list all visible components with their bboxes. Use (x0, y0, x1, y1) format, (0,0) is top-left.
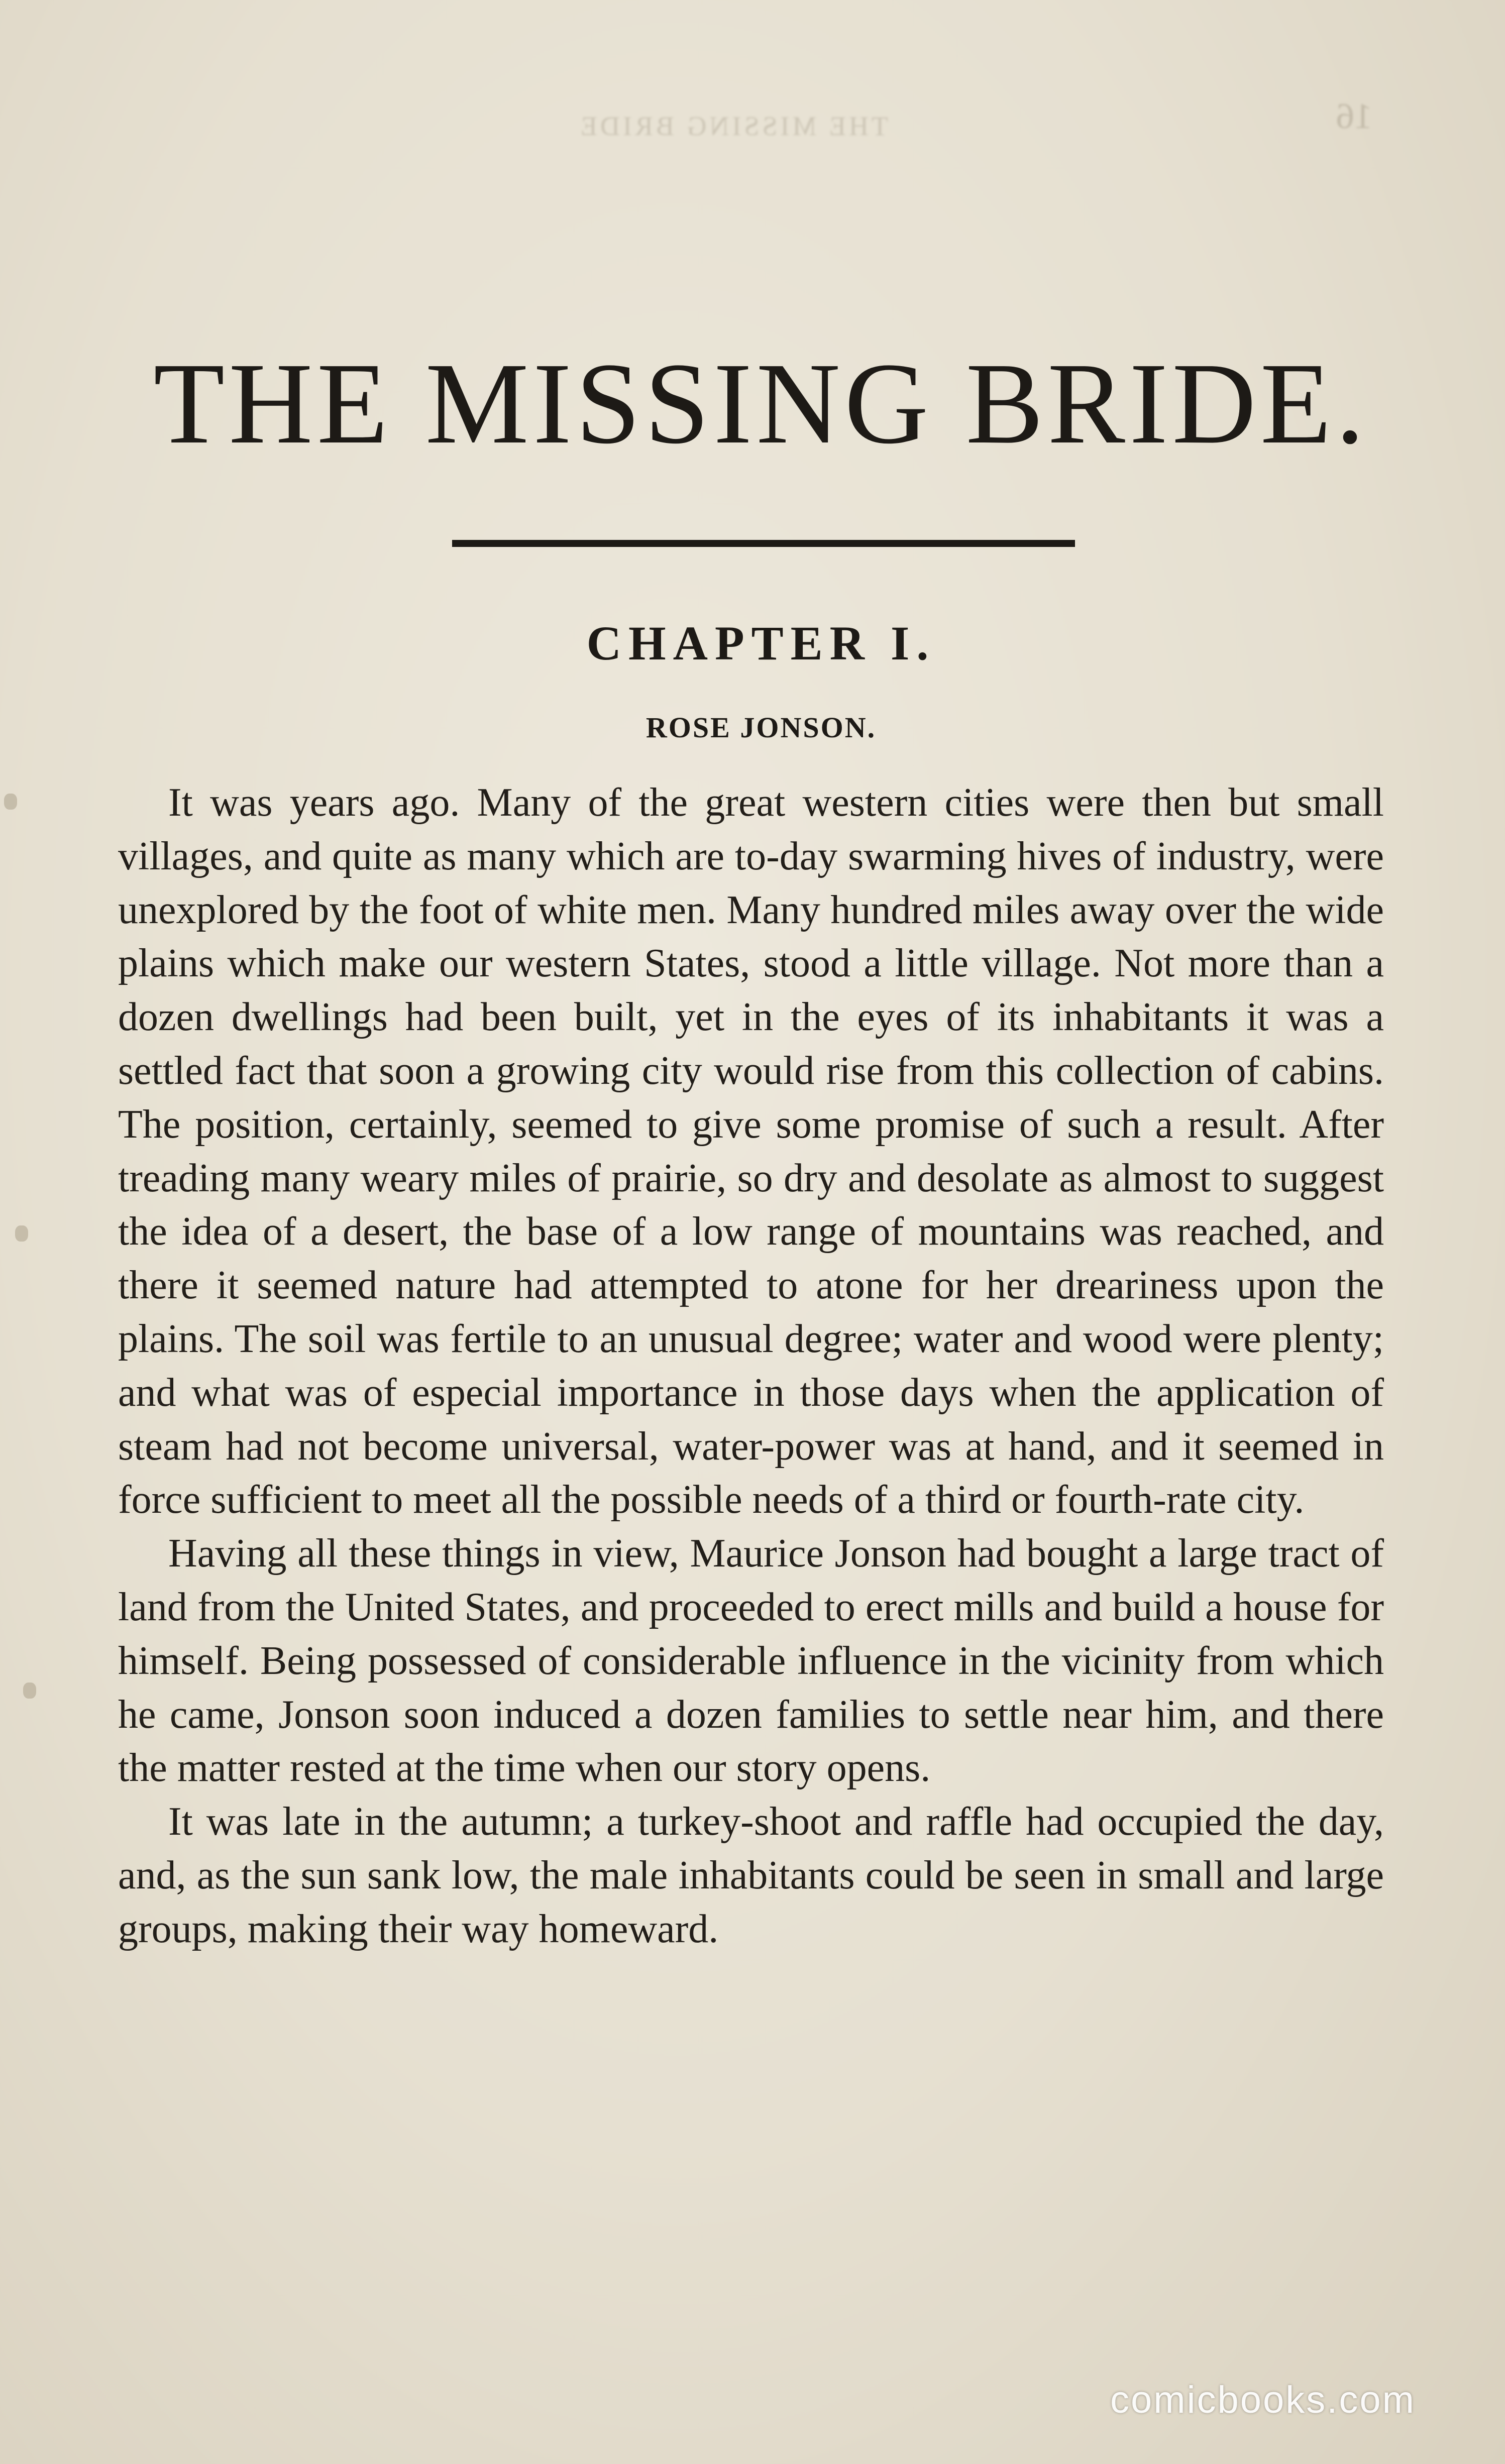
bleed-through-running-head: THE MISSING BRIDE (578, 111, 889, 141)
page-edge-tear (4, 794, 17, 810)
watermark-text: comicbooks.com (1110, 2379, 1416, 2421)
paragraph-1: It was years ago. Many of the great western cities were then but small villages, and quite as many which are to-day swarming hives of industry, were unexplored by the foot of white men. Many hundred miles away over the wide plains which make our western States, stood a little village. Not more than a dozen dwellings had been built, yet in the eyes of its inhabitants it was a settled fact that soon a growing city would rise from this collection of cabins. The position, certainly, seemed to give some promise of such a result. After treading many weary miles of prairie, so dry and desolate as almost to suggest the idea of a desert, the base of a low range of mountains was reached, and there it seemed nature had attempted to atone for her dreariness upon the plains. The soil was fertile to an unusual degree; water and wood were plenty; and what was of especial importance in those days when the application of steam had not become universal, water-power was at hand, and it seemed in force sufficient to meet all the possible needs of a third or fourth-rate city. (118, 780, 1384, 1522)
page-edge-tear (23, 1683, 36, 1699)
bleed-through-page-number: 16 (1336, 96, 1372, 136)
title-rule (452, 540, 1075, 547)
book-title: THE MISSING BRIDE. (153, 339, 1369, 468)
chapter-heading: CHAPTER I. (586, 616, 936, 670)
paragraph-2: Having all these things in view, Maurice Jonson had bought a large tract of land from the United States, and proceeded to erect mills and build a house for himself. Being possessed of considerable influence in the vicinity from which he came, Jonson soon induced a dozen families to settle near him, and there the matter rested at the time when our story opens. (118, 1531, 1384, 1790)
page-edge-tear (15, 1225, 28, 1242)
section-heading: ROSE JONSON. (646, 711, 877, 744)
paragraph-3: It was late in the autumn; a turkey-shoot and raffle had occupied the day, and, as the sun sank low, the male inhabitants could be seen in small and large groups, making their way homeward. (118, 1800, 1384, 1951)
body-text (118, 776, 1384, 1956)
